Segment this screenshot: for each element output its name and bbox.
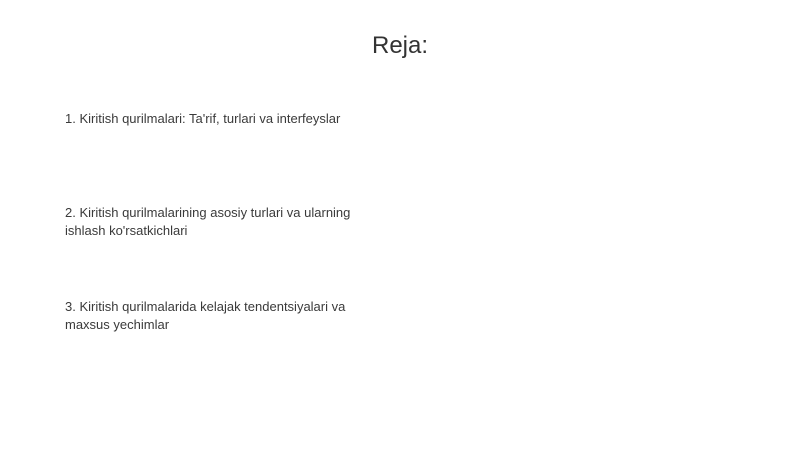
slide-title: Reja:: [371, 32, 429, 59]
plan-item-1: 1. Kiritish qurilmalari: Ta'rif, turlari va interfeyslar: [65, 111, 341, 126]
plan-item-2: 2. Kiritish qurilmalarining asosiy turlari va ularning ishlash ko'rsatkichlari: [65, 205, 351, 238]
plan-item-3: 3. Kiritish qurilmalarida kelajak tendentsiyalari va maxsus yechimlar: [65, 299, 346, 332]
